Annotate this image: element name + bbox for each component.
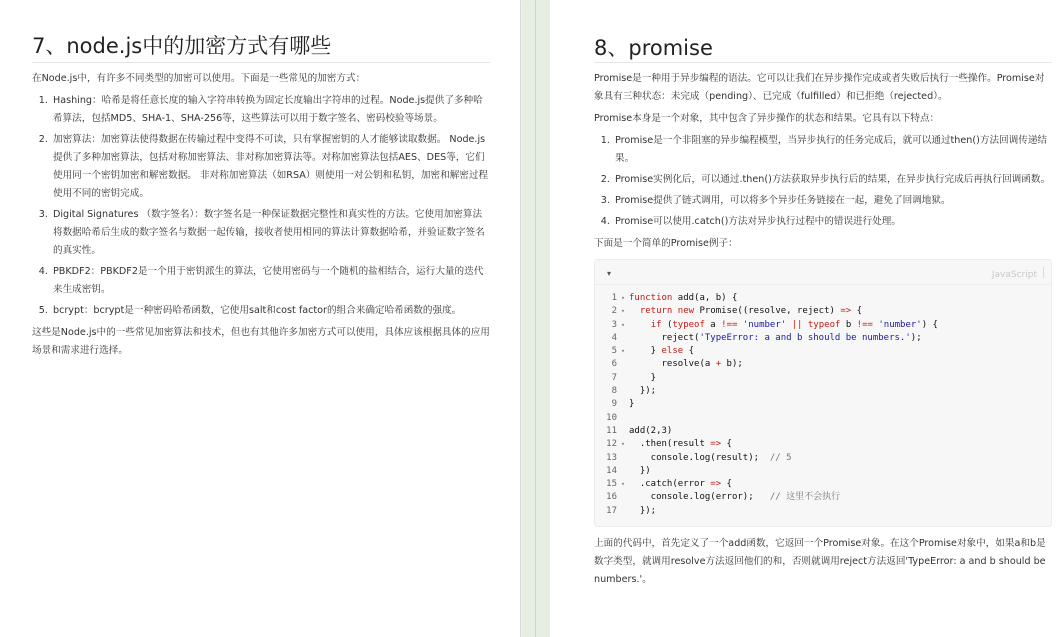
right-page [550, 0, 1060, 637]
fold-toggle-icon[interactable]: ▾ [620, 307, 626, 316]
code-line [595, 438, 1051, 451]
page-gutter [522, 0, 550, 637]
list-item: 1. Hashing：哈希是将任意长度的输入字符串转换为固定长度输出字符串的过程。Node.js提供了多种哈希算法，包括MD5、SHA-1、SHA-256等，这些算法可以用于数字签名、密码校验等场景。 [51, 92, 490, 128]
code-line [595, 345, 1051, 358]
line-number: 1 [611, 293, 617, 303]
code-line [595, 385, 1051, 398]
code-text: console.log(error); // 这里不会执行 [629, 492, 841, 503]
code-text: resolve(a + b); [629, 359, 743, 370]
encryption-outro: 这些是Node.js中的一些常见加密算法和技术，但也有其他许多加密方式可以使用，具体应该根据具体的应用场景和需求进行选择。 [32, 327, 490, 356]
code-text: reject('TypeError: a and b should be numbers.'); [629, 332, 922, 343]
code-text: } [629, 399, 635, 410]
code-text: console.log(result); // 5 [629, 452, 792, 463]
line-number: 17 [606, 505, 617, 516]
code-line [595, 398, 1051, 411]
code-text: .catch(error => { [629, 479, 732, 490]
code-text: }); [629, 505, 657, 516]
promise-features-list [594, 132, 1052, 231]
code-explanation: 上面的代码中，首先定义了一个add函数，它返回一个Promise对象。在这个Promise对象中，如果a和b是数字类型，就调用resolve方法返回他们的和，否则就调用reject方法返回'TypeError: a and b should be numbers.'。 [594, 538, 1046, 586]
code-text: } else { [629, 346, 695, 357]
fold-toggle-icon[interactable]: ▾ [620, 320, 626, 329]
code-text: }); [629, 386, 657, 397]
code-text: function add(a, b) { [629, 293, 738, 303]
code-text: return new Promise((resolve, reject) => { [639, 306, 863, 317]
code-text: .then(result => { [629, 439, 732, 450]
fold-toggle-icon[interactable]: ▾ [620, 480, 626, 489]
line-number: 6 [611, 359, 617, 370]
code-line [595, 358, 1051, 371]
code-text: }) [629, 465, 651, 476]
section-title-promise: 8、promise [594, 36, 713, 60]
line-number: 13 [606, 452, 617, 463]
code-line [595, 478, 1051, 491]
line-number: 7 [611, 372, 617, 383]
code-line [595, 372, 1051, 385]
code-text: add(2,3) [629, 425, 673, 436]
code-text: } [629, 372, 657, 383]
line-number: 4 [611, 332, 617, 343]
line-number: 10 [606, 412, 617, 423]
encryption-list [32, 92, 490, 320]
list-item: 4. Promise可以使用.catch()方法对异步执行过程中的错误进行处理。 [613, 213, 1052, 231]
line-number: 5 [611, 346, 617, 357]
example-intro: 下面是一个简单的Promise例子： [594, 238, 738, 249]
code-line [595, 412, 1051, 425]
section-title-encryption: 7、node.js中的加密方式有哪些 [32, 34, 332, 58]
fold-toggle-icon[interactable]: ▾ [620, 294, 626, 302]
code-line [595, 319, 1051, 332]
fold-toggle-icon[interactable]: ▾ [620, 347, 626, 356]
encryption-intro: 在Node.js中，有许多不同类型的加密可以使用。下面是一些常见的加密方式： [32, 73, 366, 84]
left-page [0, 0, 521, 637]
code-line [595, 452, 1051, 465]
line-number: 12 [606, 439, 617, 450]
list-item: 1. Promise是一个非阻塞的异步编程模型，当异步执行的任务完成后，就可以通过then()方法回调传递结果。 [613, 132, 1052, 168]
list-item: 4. PBKDF2：PBKDF2是一个用于密钥派生的算法，它使用密码与一个随机的盐相结合，运行大量的迭代来生成密钥。 [51, 263, 490, 299]
encryption-body [32, 70, 490, 364]
title-divider [594, 62, 1052, 63]
promise-body [594, 70, 1052, 593]
code-language-selector[interactable]: JavaScript [992, 266, 1037, 284]
line-number: 2 [611, 306, 617, 317]
title-divider [32, 62, 490, 63]
line-number: 14 [606, 465, 617, 476]
promise-intro-2: Promise本身是一个对象，其中包含了异步操作的状态和结果。它具有以下特点： [594, 113, 940, 124]
list-item: 3. Promise提供了链式调用，可以将多个异步任务链接在一起，避免了回调地狱。 [613, 192, 1052, 210]
code-line [595, 305, 1051, 318]
code-line [595, 491, 1051, 504]
code-line [595, 425, 1051, 438]
code-line [595, 332, 1051, 345]
list-item: 5. bcrypt：bcrypt是一种密码哈希函数，它使用salt和cost factor的组合来确定哈希函数的强度。 [51, 302, 490, 320]
line-number: 8 [611, 386, 617, 397]
line-number: 16 [606, 492, 617, 503]
code-toolbar [595, 260, 1051, 285]
list-item: 3. Digital Signatures （数字签名）：数字签名是一种保证数据完整性和真实性的方法。它使用加密算法将数据哈希后生成的数字签名与数据一起传输，接收者使用相同的算法计算数据哈希，并验证数字签名的真实性。 [51, 206, 490, 260]
fold-toggle-icon[interactable]: ▾ [620, 440, 626, 449]
code-lines [595, 285, 1051, 526]
code-block [594, 259, 1052, 527]
gutter-divider [535, 0, 536, 637]
line-number: 9 [611, 399, 617, 410]
code-line [595, 465, 1051, 478]
code-line [595, 505, 1051, 518]
code-text: if (typeof a !== 'number' || typeof b !== 'number') { [650, 319, 938, 330]
promise-intro-1: Promise是一种用于异步编程的语法。它可以让我们在异步操作完成或者失败后执行一些操作。Promise对象具有三种状态：未完成（pending）、已完成（fulfilled）和已拒绝（rejected）。 [594, 73, 1045, 102]
line-number: 15 [606, 479, 617, 490]
line-number: 11 [606, 425, 617, 436]
line-number: 3 [611, 319, 617, 330]
collapse-chevron-icon[interactable]: ▾ [607, 269, 612, 278]
code-line [595, 292, 1051, 305]
list-item: 2. 加密算法：加密算法使得数据在传输过程中变得不可读，只有掌握密钥的人才能够读取数据。 Node.js提供了多种加密算法，包括对称加密算法、非对称加密算法等。对称加密算法包括AES、DES等，它们使用同一个密钥加密和解密数据。 非对称加密算法（如RSA）则使用一对公钥和私钥，加密和解密过程使用不同的密钥完成。 [51, 131, 490, 203]
list-item: 2. Promise实例化后，可以通过.then()方法获取异步执行后的结果，在异步执行完成后再执行回调函数。 [613, 171, 1052, 189]
